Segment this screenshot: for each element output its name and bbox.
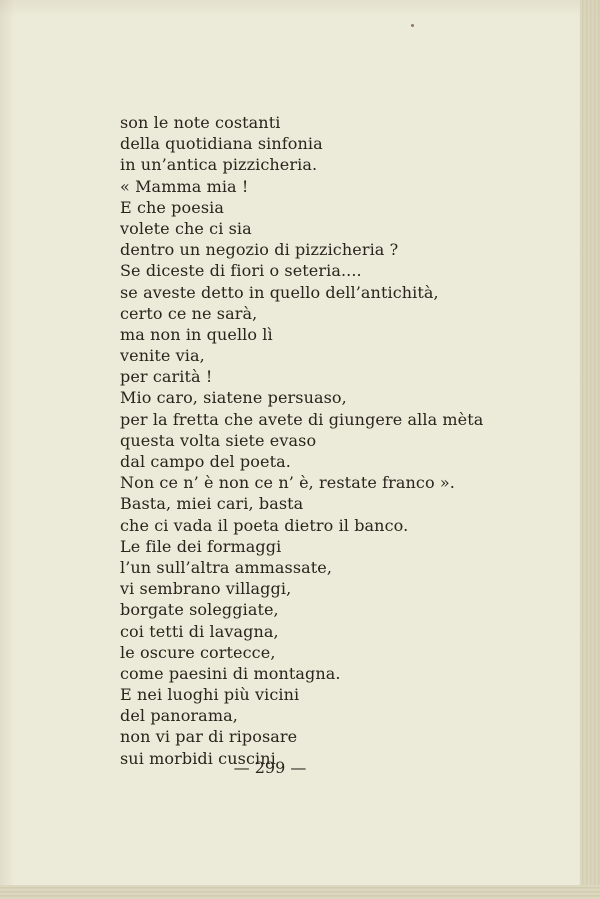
poem-line: Basta, miei cari, basta: [120, 494, 304, 514]
poem-line: Non ce n’ è non ce n’ è, restate franco ».: [120, 473, 455, 493]
poem-line: volete che ci sia: [120, 218, 252, 238]
poem-line: per la fretta che avete di giungere alla mèta: [120, 409, 484, 429]
poem-line: ma non in quello lì: [120, 324, 273, 344]
poem-line: certo ce ne sarà,: [120, 303, 258, 323]
poem-line: non vi par di riposare: [120, 727, 298, 747]
poem-line: Mio caro, siatene persuaso,: [120, 388, 347, 408]
poem-line: del panorama,: [120, 706, 238, 726]
poem-line: borgate soleggiate,: [120, 600, 279, 620]
poem-line: dal campo del poeta.: [120, 452, 291, 471]
poem-line: Se diceste di fiori o seteria....: [120, 261, 362, 281]
page-number: — 299 —: [233, 758, 307, 777]
poem-line: dentro un negozio di pizzicheria ?: [120, 240, 399, 260]
poem-line: questa volta siete evaso: [120, 430, 317, 450]
poem-line: E nei luoghi più vicini: [120, 685, 300, 705]
poem-line: della quotidiana sinfonia: [120, 134, 323, 154]
poem-line: per carità !: [120, 367, 213, 387]
poem-line: son le note costanti: [120, 113, 281, 132]
poem-line: sui morbidi cuscini: [120, 748, 276, 768]
poem-line: in un’antica pizzicheria.: [120, 155, 318, 175]
poem-line: vi sembrano villaggi,: [120, 579, 292, 599]
paper-speck: [411, 24, 414, 27]
poem-line: E che poesia: [120, 197, 224, 217]
poem-line: venite via,: [120, 346, 205, 366]
poem-line: se aveste detto in quello dell’antichità,: [120, 282, 439, 302]
poem-line: « Mamma mia !: [120, 176, 249, 196]
page-edge-right: [580, 0, 600, 899]
poem-line: l’un sull’altra ammassate,: [120, 557, 333, 577]
poem-line: coi tetti di lavagna,: [120, 621, 279, 641]
poem-line: che ci vada il poeta dietro il banco.: [120, 515, 409, 535]
poem-line: le oscure cortecce,: [120, 642, 276, 662]
page-edge-bottom: [0, 885, 600, 899]
poem-line: come paesini di montagna.: [120, 663, 341, 683]
poem-line: Le file dei formaggi: [120, 536, 282, 556]
poem-text: [120, 112, 520, 769]
